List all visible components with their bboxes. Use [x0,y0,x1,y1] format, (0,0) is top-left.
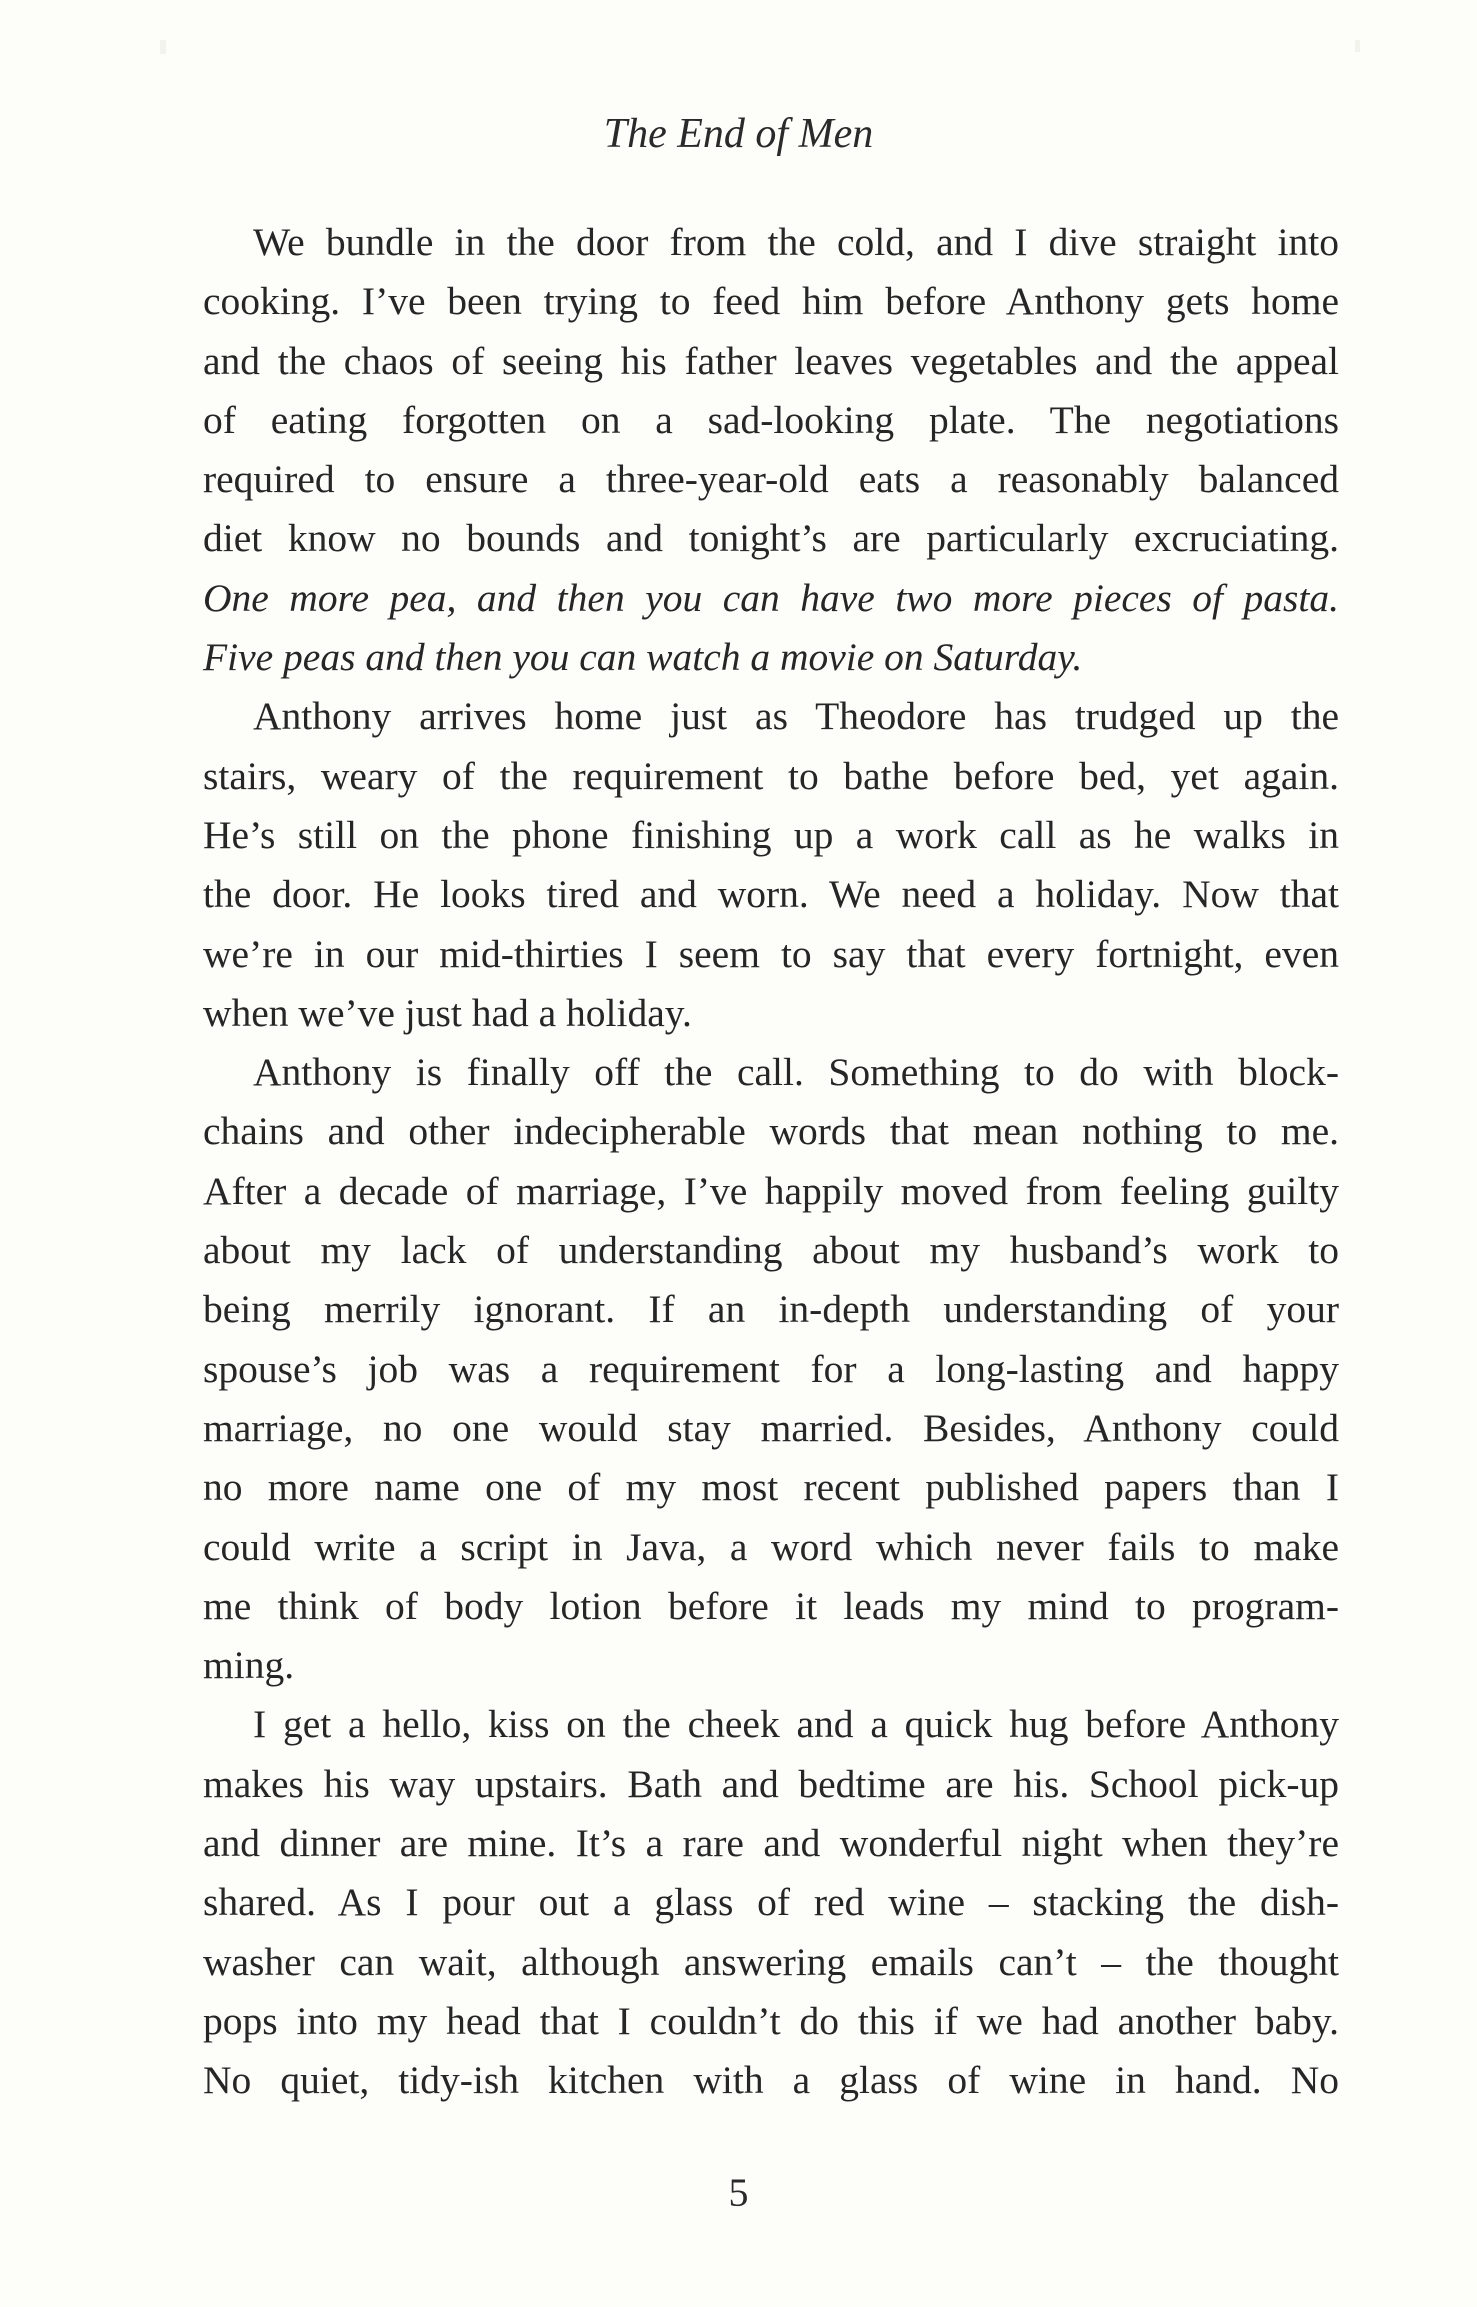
text-line: After a decade of marriage, I’ve happily moved from feeling guilty [203,1168,1339,1213]
text-line: He’s still on the phone finishing up a work call as he walks in [203,812,1339,857]
text-line: could write a script in Java, a word which never fails to make [203,1524,1339,1569]
text-line: about my lack of understanding about my husband’s work to [203,1228,1339,1273]
scan-speck [1355,40,1360,52]
text-line: when we’ve just had a holiday. [203,990,692,1035]
text-line: stairs, weary of the requirement to bathe before bed, yet again. [203,753,1339,798]
text-line: diet know no bounds and tonight’s are particularly excruciating. [203,516,1339,561]
paragraph [203,213,1339,687]
text-line: of eating forgotten on a sad-looking plate. The negotiations [203,397,1339,442]
text-line: spouse’s job was a requirement for a long-lasting and happy [203,1346,1339,1391]
scan-speck [160,40,166,54]
text-line: washer can wait, although answering emails can’t – the thought [203,1939,1339,1984]
italic-text-line: Five peas and then you can watch a movie on Saturday. [203,635,1083,680]
text-line: makes his way upstairs. Bath and bedtime are his. School pick-up [203,1761,1339,1806]
text-line: being merrily ignorant. If an in-depth understanding of your [203,1287,1339,1332]
text-line: required to ensure a three-year-old eats a reasonably balanced [203,457,1339,502]
text-line: and the chaos of seeing his father leaves vegetables and the appeal [203,338,1339,383]
text-line: Anthony arrives home just as Theodore has trudged up the [253,694,1339,739]
text-line: No quiet, tidy-ish kitchen with a glass of wine in hand. No [203,2058,1339,2103]
text-line: pops into my head that I couldn’t do this if we had another baby. [203,1998,1339,2043]
text-line: the door. He looks tired and worn. We need a holiday. Now that [203,872,1339,917]
running-title: The End of Men [603,111,874,157]
text-line: we’re in our mid-thirties I seem to say that every fortnight, even [203,931,1339,976]
text-line: marriage, no one would stay married. Besides, Anthony could [203,1405,1339,1450]
text-line: We bundle in the door from the cold, and I dive straight into [253,220,1339,264]
text-line: cooking. I’ve been trying to feed him before Anthony gets home [203,279,1339,324]
text-line: ming. [203,1643,295,1688]
paragraph [203,1043,1339,1695]
text-line: I get a hello, kiss on the cheek and a quick hug before Anthony [253,1702,1339,1747]
paragraph [203,687,1339,1043]
italic-text-line: One more pea, and then you can have two more pieces of pasta. [203,575,1339,620]
body-text [203,213,1339,2111]
text-line: and dinner are mine. It’s a rare and wonderful night when they’re [203,1821,1339,1866]
text-line: Anthony is finally off the call. Something to do with block- [253,1050,1339,1095]
paragraph [203,1695,1339,2110]
text-line: chains and other indecipherable words that mean nothing to me. [203,1109,1339,1154]
page-number: 5 [728,2170,749,2215]
text-line: no more name one of my most recent published papers than I [203,1465,1339,1510]
text-line: me think of body lotion before it leads my mind to program- [203,1583,1339,1628]
text-line: shared. As I pour out a glass of red wine – stacking the dish- [203,1880,1339,1925]
